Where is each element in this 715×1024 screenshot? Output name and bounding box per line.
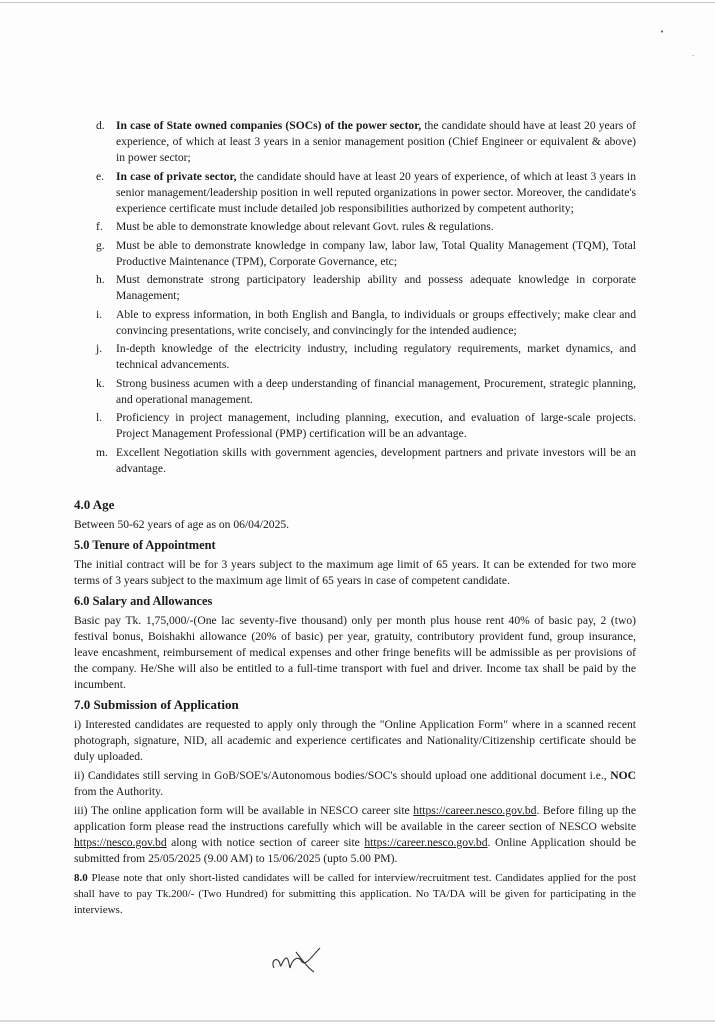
list-item: g. Must be able to demonstrate knowledge in company law, labor law, Total Quality Management (TQM), Total Productive Maintenance (TPM), Corporate Governance, etc; [96, 238, 636, 268]
list-item: f. Must be able to demonstrate knowledge about relevant Govt. rules & regulations. [96, 220, 494, 233]
age-text: Between 50-62 years of age as on 06/04/2025. [74, 518, 290, 531]
scan-speck: • [660, 28, 665, 36]
salary-heading: 6.0 Salary and Allowances [74, 594, 213, 608]
age-heading: 4.0 Age [74, 497, 115, 512]
salary-text: Basic pay Tk. 1,75,000/-(One lac seventy-five thousand) only per month plus house rent 40% of basic pay, 2 (two) festival bonus, Boishakhi allowance (20% of basic) per year, gratuity, contributory provident fund, group insurance, leave encashment, reimbursement of medical expenses and other fringe benefits will be admissible as per provisions of the company. He/She will also be entitled to a full-time transport with fuel and driver. Income tax shall be paid by the incumbent. [74, 614, 636, 691]
tenure-heading: 5.0 Tenure of Appointment [74, 538, 216, 552]
list-item: i. Able to express information, in both English and Bangla, to individuals or groups effectively; make clear and convincing presentations, write concisely, and convincingly for the intended audience; [96, 307, 636, 337]
submission-para-3: iii) The online application form will be available in NESCO career site https://career.nesco.gov.bd. Before filing up the application form please read the instructions carefully which will be available in the career section of NESCO website https://nesco.gov.bd along with notice section of career site https://career.nesco.gov.bd. Online Application should be submitted from 25/05/2025 (9.00 AM) to 15/06/2025 (upto 5.00 PM). [74, 804, 636, 865]
list-item: k. Strong business acumen with a deep understanding of financial management, Procurement, strategic planning, and operational management. [96, 376, 636, 406]
nesco-website-link[interactable]: https://nesco.gov.bd [74, 836, 167, 849]
submission-heading: 7.0 Submission of Application [74, 697, 239, 712]
bottom-edge-line [0, 1020, 715, 1022]
career-site-link[interactable]: https://career.nesco.gov.bd [413, 804, 537, 817]
scan-speck: · [692, 52, 695, 60]
eligibility-criteria-list [74, 118, 636, 477]
submission-para-2: ii) Candidates still serving in GoB/SOE's/Autonomous bodies/SOC's should upload one additional document i.e., NOC from the Authority. [74, 769, 636, 798]
document-body [74, 118, 636, 921]
list-item: l. Proficiency in project management, including planning, execution, and evaluation of large-scale projects. Project Management Professional (PMP) certification will be an advantage. [96, 411, 636, 440]
submission-para-1: i) Interested candidates are requested to apply only through the "Online Application Form" where in a scanned recent photograph, signature, NID, all academic and experience certificates and Nationality/Citizenship certificate should be duly uploaded. [74, 718, 636, 763]
note-paragraph: 8.0 Please note that only short-listed candidates will be called for interview/recruitment test. Candidates applied for the post shall have to pay Tk.200/- (Two Hundred) for submitting this application. No TA/DA will be given for participating in the interviews. [74, 872, 636, 916]
list-item: j. In-depth knowledge of the electricity industry, including regulatory requirements, market dynamics, and technical advancements. [96, 342, 636, 371]
list-item: e. In case of private sector, the candidate should have at least 20 years of experience, of which at least 3 years in senior management/leadership position in well reputed organizations in power sector. Moreover, the candidate's experience certificate must include detailed job responsibilities authorized by competent authority; [96, 169, 636, 215]
list-item: m. Excellent Negotiation skills with government agencies, development partners and private investors will be an advantage. [96, 445, 636, 475]
signature-mark [268, 942, 328, 978]
top-edge-line [0, 2, 715, 3]
career-site-link-2[interactable]: https://career.nesco.gov.bd [364, 836, 488, 849]
tenure-text: The initial contract will be for 3 years subject to the maximum age limit of 65 years. It can be extended for two more terms of 3 years subject to the maximum age limit of 65 years in case of competent candidate. [74, 558, 636, 587]
list-item: d. In case of State owned companies (SOCs) of the power sector, the candidate should have at least 20 years of experience, of which at least 3 years in a senior management position (Chief Engineer or equivalent & above) in power sector; [96, 119, 636, 164]
list-item: h. Must demonstrate strong participatory leadership ability and possess adequate knowledge in corporate Management; [96, 273, 636, 302]
